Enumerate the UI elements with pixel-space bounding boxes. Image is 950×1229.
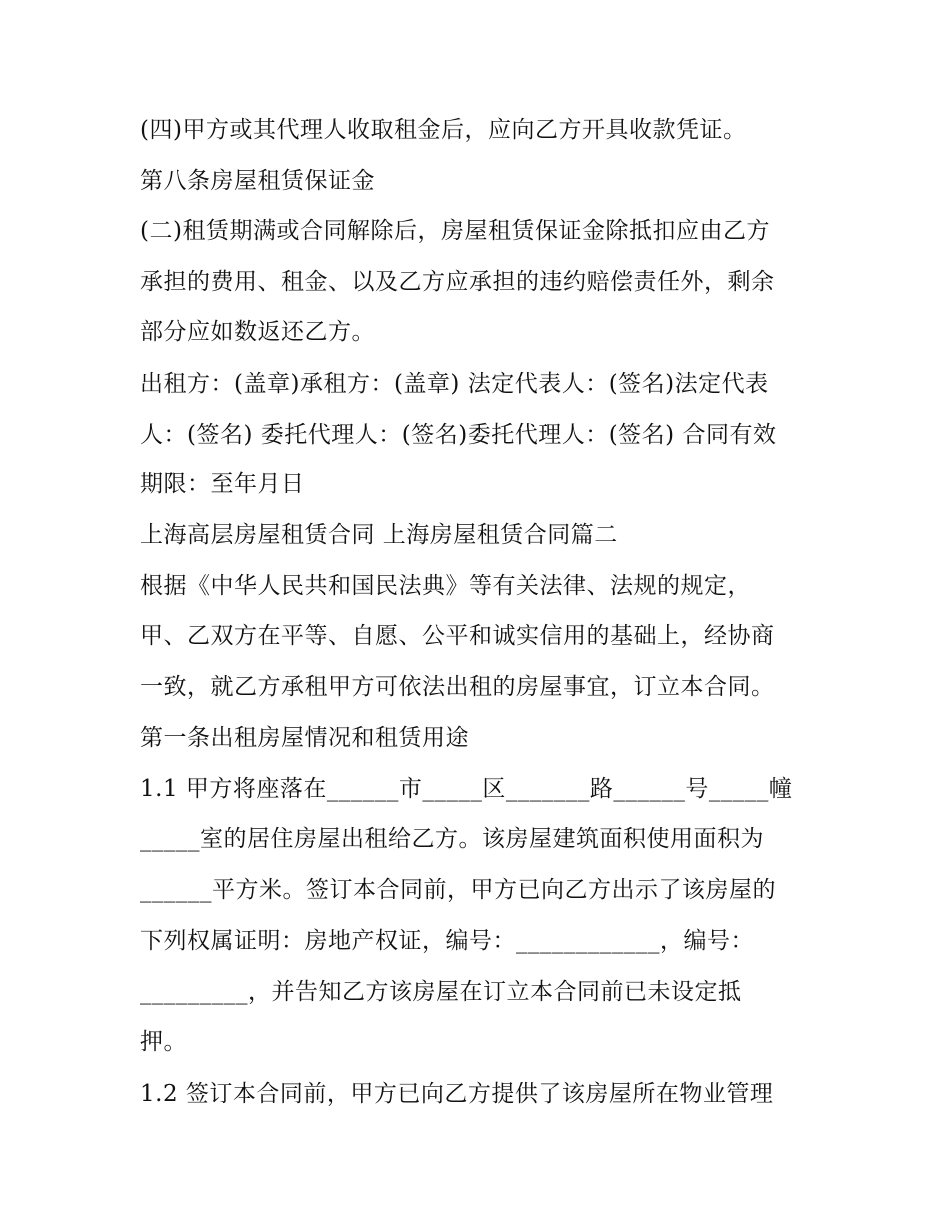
document-line: 上海高层房屋租赁合同 上海房屋租赁合同篇二: [140, 522, 618, 548]
document-line: ______平方米。签订本合同前，甲方已向乙方出示了该房屋的: [140, 877, 776, 903]
document-line: 第一条出租房屋情况和租赁用途: [140, 725, 469, 751]
document-line: 根据《中华人民共和国民法典》等有关法律、法规的规定，: [140, 573, 751, 599]
document-line: 部分应如数返还乙方。: [140, 319, 375, 345]
document-line: 第八条房屋租赁保证金: [140, 168, 375, 194]
document-line: 1.2 签订本合同前，甲方已向乙方提供了该房屋所在物业管理: [140, 1081, 774, 1107]
document-line: 期限：至年月日: [140, 471, 305, 497]
document-line: _________，并告知乙方该房屋在订立本合同前已未设定抵: [140, 979, 742, 1005]
document-line: 甲、乙双方在平等、自愿、公平和诚实信用的基础上，经协商: [140, 623, 775, 649]
document-line: 一致，就乙方承租甲方可依法出租的房屋事宜，订立本合同。: [140, 674, 775, 700]
document-line: 押。: [140, 1029, 187, 1055]
document-line: 人：(签名) 委托代理人：(签名)委托代理人：(签名) 合同有效: [140, 422, 777, 448]
document-line: 出租方：(盖章)承租方：(盖章) 法定代表人：(签名)法定代表: [140, 371, 769, 397]
document-line: (二)租赁期满或合同解除后，房屋租赁保证金除抵扣应由乙方: [140, 218, 770, 244]
document-line: 1.1 甲方将座落在______市_____区_______路______号_____幢: [140, 776, 793, 802]
document-line: (四)甲方或其代理人收取租金后，应向乙方开具收款凭证。: [140, 117, 747, 143]
document-line: 下列权属证明：房地产权证，编号：____________，编号：: [140, 928, 754, 954]
document-line: 承担的费用、租金、以及乙方应承担的违约赔偿责任外，剩余: [140, 269, 775, 295]
document-line: _____室的居住房屋出租给乙方。该房屋建筑面积使用面积为: [140, 826, 764, 852]
